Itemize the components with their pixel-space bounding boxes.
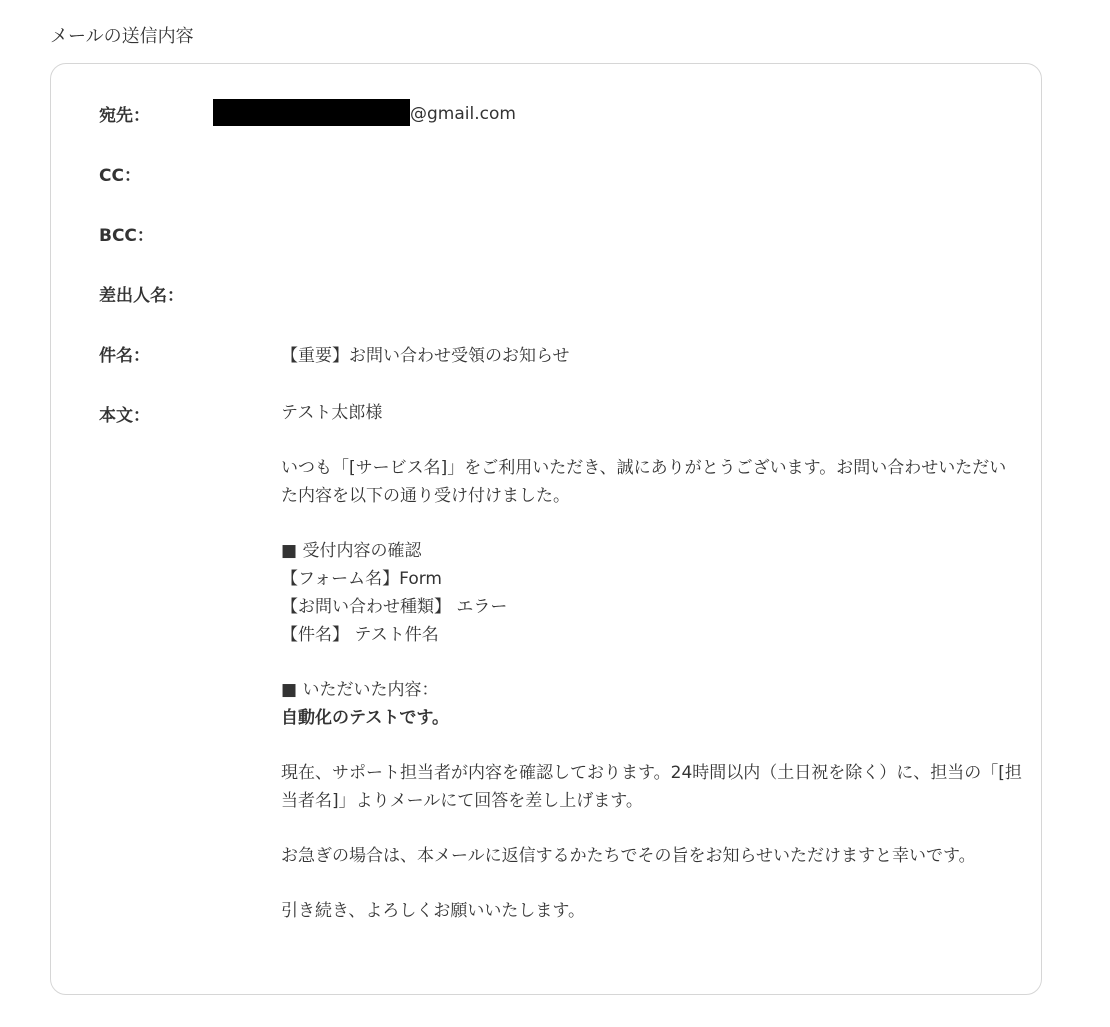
body-inquiry-type: 【お問い合わせ種類】 エラー <box>281 597 508 617</box>
body-form-name: 【フォーム名】Form <box>281 569 442 589</box>
email-body <box>281 399 1041 925</box>
body-intro-line-2: た内容を以下の通り受け付けました。 <box>281 486 570 506</box>
body-status-line-1: 現在、サポート担当者が内容を確認しております。24時間以内（土日祝を除く）に、担当の「[担 <box>281 763 1022 783</box>
body-intro-line-1: いつも「[サービス名]」をご利用いただき、誠にありがとうございます。お問い合わせいただい <box>281 458 1007 478</box>
sender-name-label: 差出人名： <box>99 286 184 306</box>
email-content-card <box>50 63 1042 995</box>
body-confirm-heading: ■ 受付内容の確認 <box>281 541 422 561</box>
section-title: メールの送信内容 <box>50 26 194 47</box>
to-email-domain: @gmail.com <box>410 103 516 124</box>
bcc-label: BCC： <box>99 226 154 246</box>
to-value <box>213 101 516 126</box>
redacted-email-local-part <box>213 99 410 126</box>
to-label: 宛先： <box>99 106 150 126</box>
body-subject-line: 【件名】 テスト件名 <box>281 625 439 645</box>
body-received-heading: ■ いただいた内容： <box>281 680 439 700</box>
subject-value: 【重要】お問い合わせ受領のお知らせ <box>281 346 570 366</box>
body-received-content: 自動化のテストです。 <box>281 708 449 728</box>
body-greeting: テスト太郎様 <box>281 403 383 423</box>
body-urgent-line: お急ぎの場合は、本メールに返信するかたちでその旨をお知らせいただけますと幸いです。 <box>281 846 976 866</box>
subject-label: 件名： <box>99 346 150 366</box>
body-closing-line: 引き続き、よろしくお願いいたします。 <box>281 901 585 921</box>
cc-label: CC： <box>99 166 141 186</box>
body-label: 本文： <box>99 406 150 426</box>
body-status-line-2: 当者名]」よりメールにて回答を差し上げます。 <box>281 791 643 811</box>
